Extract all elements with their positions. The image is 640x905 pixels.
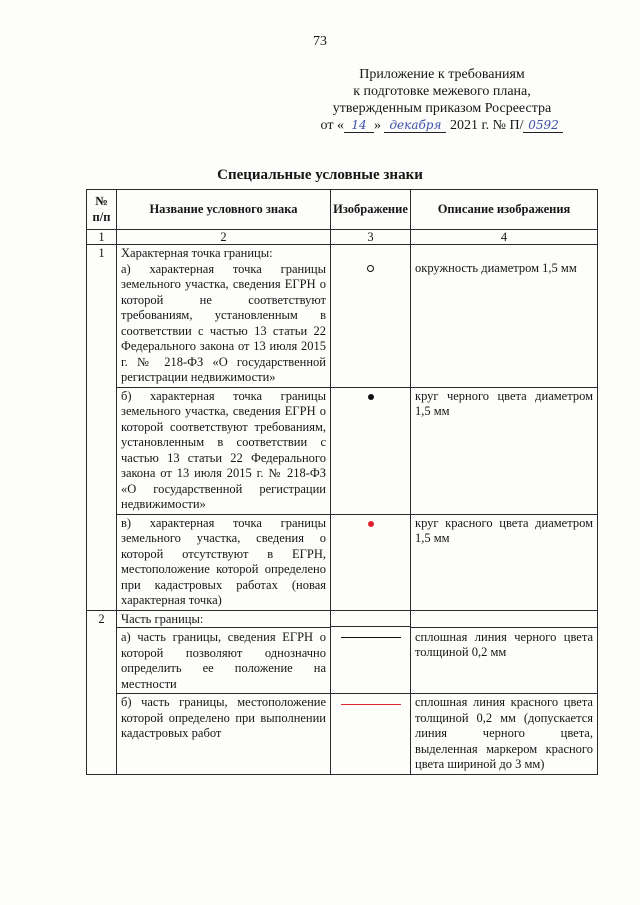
group-heading: Часть границы:	[121, 611, 204, 626]
index-cell: 3	[331, 230, 411, 245]
sign-name: б) часть границы, местоположение которой определено при выполнении кадастровых работ	[117, 694, 331, 775]
header-name: Название условного знака	[117, 190, 331, 230]
sign-image-cell	[331, 694, 411, 775]
date-prefix: от «	[320, 118, 344, 133]
sign-description: круг красного цвета диаметром 1,5 мм	[411, 514, 598, 610]
appendix-line-2: к подготовке межевого плана,	[353, 84, 531, 99]
divider	[331, 626, 410, 627]
date-mid: »	[373, 118, 381, 133]
appendix-line-1: Приложение к требованиям	[359, 67, 525, 82]
sign-description: окружность диаметром 1,5 мм	[415, 261, 577, 275]
document-title: Специальные условные знаки	[217, 167, 423, 183]
header-num: № п/п	[87, 190, 117, 230]
table-row	[87, 610, 598, 694]
appendix-header	[292, 66, 592, 134]
red-line-icon	[341, 704, 401, 705]
sign-name: а) характерная точка границы земельного участка, сведения ЕГРН о которой не соответствуют требованиям, установленным в соответствии с частью 13 статьи 22 Федерального закона от 13 июля 2015 г. № 218-ФЗ «О государственной регистрации недвижимости»	[121, 261, 326, 384]
open-circle-icon	[367, 265, 374, 272]
row-num: 1	[87, 245, 117, 611]
header-description: Описание изображения	[411, 190, 598, 230]
sign-description: сплошная линия красного цвета толщиной 0,2 мм (допускается линия черного цвета, выделенная маркером красного цвета шириной до 3 мм)	[411, 694, 598, 775]
date-day: 14	[344, 118, 374, 133]
black-dot-icon	[368, 394, 374, 400]
sign-name-cell	[117, 245, 331, 388]
table-row	[87, 514, 598, 610]
index-row	[87, 230, 598, 245]
order-number: 0592	[523, 118, 563, 133]
appendix-date-line	[292, 117, 592, 134]
sign-name: а) часть границы, сведения ЕГРН о которой позволяют однозначно определить ее положение на местности	[121, 630, 326, 691]
sign-image-cell	[331, 514, 411, 610]
group-heading: Характерная точка границы:	[121, 246, 273, 260]
index-cell: 1	[87, 230, 117, 245]
black-line-icon	[341, 637, 401, 638]
signs-table	[86, 189, 598, 775]
date-month: декабря	[384, 118, 446, 133]
page-number: 73	[313, 34, 327, 49]
table-row	[87, 387, 598, 514]
sign-image-cell	[331, 245, 411, 388]
red-dot-icon	[368, 521, 374, 527]
table-row	[87, 694, 598, 775]
table-row	[87, 245, 598, 388]
sign-image-cell	[331, 387, 411, 514]
appendix-line-3: утвержденным приказом Росреестра	[332, 101, 552, 116]
header-image: Изображение	[331, 190, 411, 230]
row-num: 2	[87, 610, 117, 774]
sign-name: б) характерная точка границы земельного участка, сведения ЕГРН о которой соответствуют требованиям, установленным в соответствии с частью 13 статьи 22 Федерального закона от 13 июля 2015 г. № 218-ФЗ «О государственной регистрации недвижимости»	[117, 387, 331, 514]
index-cell: 4	[411, 230, 598, 245]
table-header-row	[87, 190, 598, 230]
sign-description: сплошная линия черного цвета толщиной 0,2 мм	[415, 629, 593, 659]
index-cell: 2	[117, 230, 331, 245]
sign-description-cell	[411, 610, 598, 694]
sign-name: в) характерная точка границы земельного участка, сведения о которой отсутствуют в ЕГРН, местоположение которой определено при кадастровых работах (новая характерная точка)	[117, 514, 331, 610]
sign-description-cell	[411, 245, 598, 388]
sign-description: круг черного цвета диаметром 1,5 мм	[411, 387, 598, 514]
date-year: 2021 г. № П/	[449, 118, 524, 133]
sign-image-cell	[331, 610, 411, 694]
sign-name-cell	[117, 610, 331, 694]
